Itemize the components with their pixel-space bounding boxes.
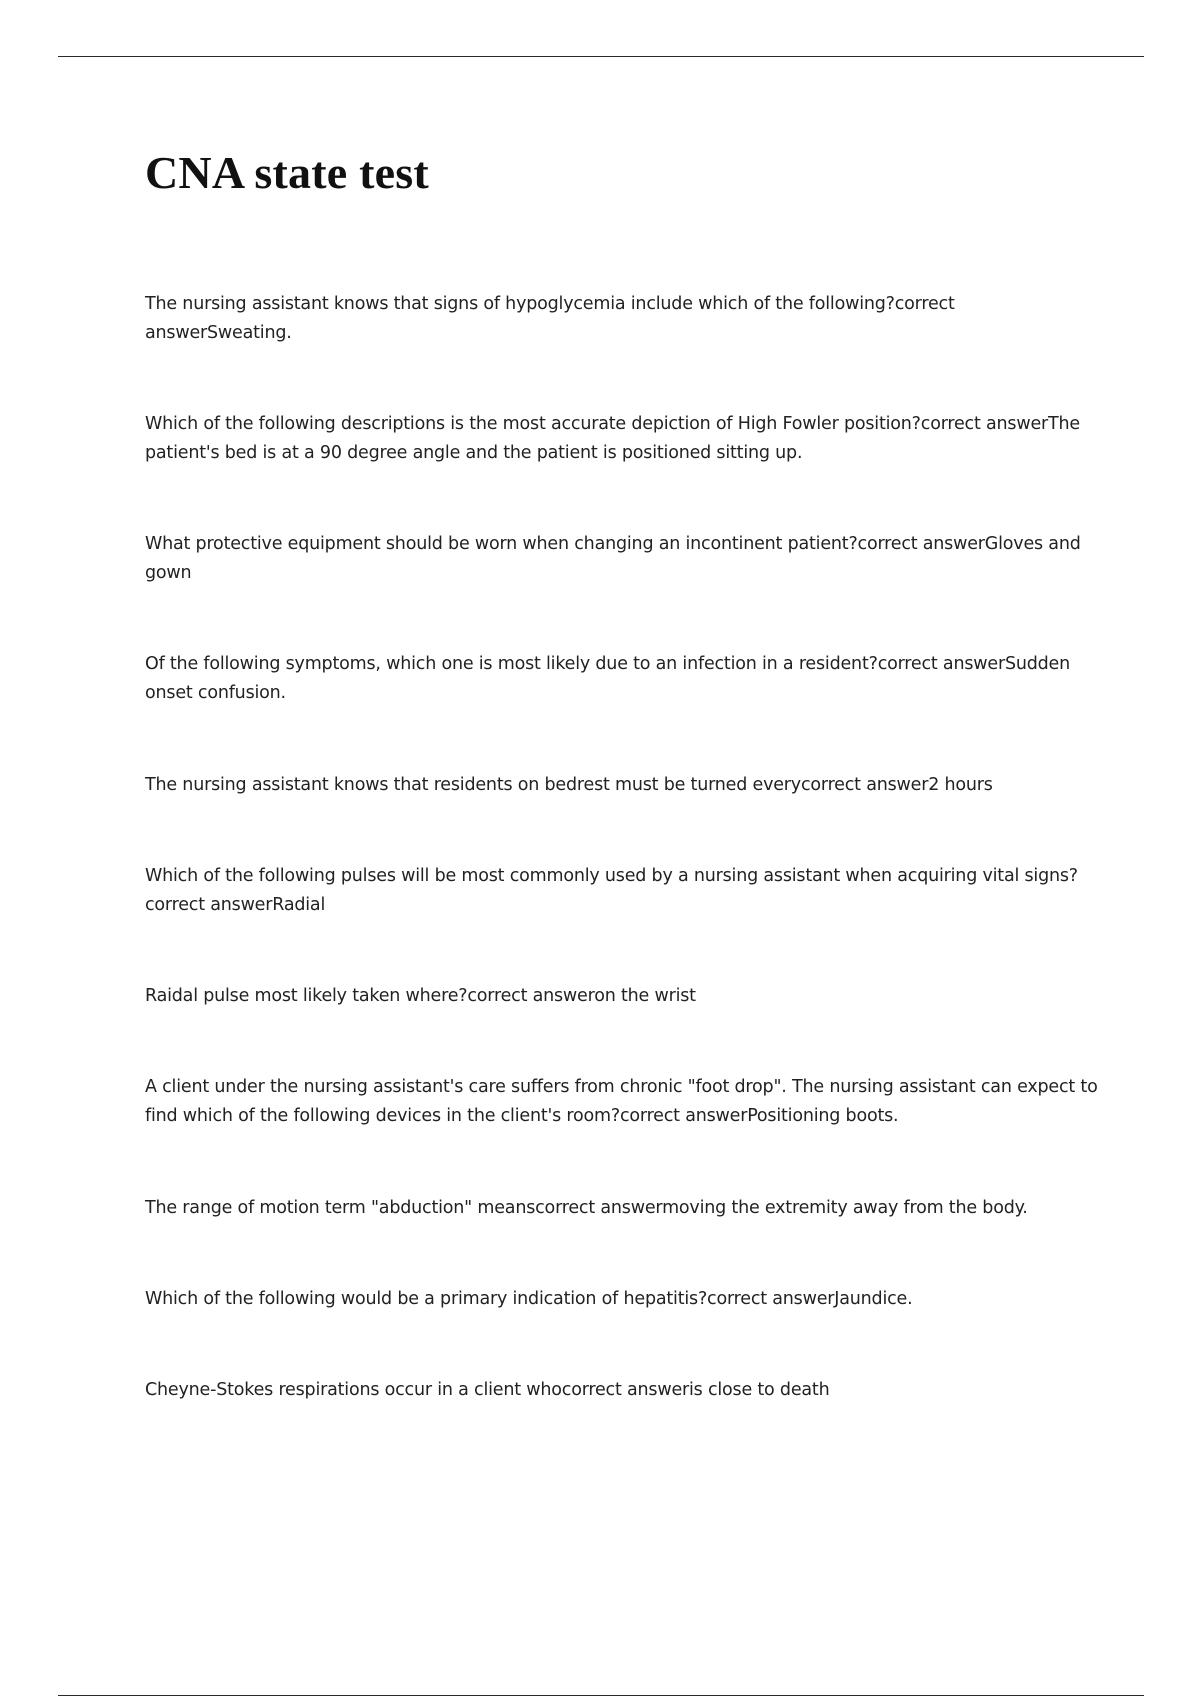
qa-item: Of the following symptoms, which one is most likely due to an infection in a resident?correct answerSudden onset confusion. bbox=[145, 654, 1071, 703]
qa-item: Cheyne-Stokes respirations occur in a client whocorrect answeris close to death bbox=[145, 1380, 830, 1400]
qa-item: The nursing assistant knows that signs of hypoglycemia include which of the following?correct answerSweating. bbox=[145, 294, 955, 343]
qa-item: Which of the following would be a primary indication of hepatitis?correct answerJaundice. bbox=[145, 1289, 913, 1309]
qa-item: The range of motion term "abduction" meanscorrect answermoving the extremity away from the body. bbox=[145, 1198, 1028, 1218]
bottom-rule bbox=[58, 1695, 1144, 1696]
qa-item: What protective equipment should be worn when changing an incontinent patient?correct answerGloves and gown bbox=[145, 534, 1081, 583]
qa-item: The nursing assistant knows that residents on bedrest must be turned everycorrect answer2 hours bbox=[145, 775, 993, 795]
top-rule bbox=[58, 56, 1144, 57]
qa-item: Raidal pulse most likely taken where?correct answeron the wrist bbox=[145, 986, 696, 1006]
qa-item: Which of the following pulses will be most commonly used by a nursing assistant when acquiring vital signs?correct answerRadial bbox=[145, 866, 1078, 915]
page-title: CNA state test bbox=[145, 147, 429, 198]
qa-item: A client under the nursing assistant's care suffers from chronic "foot drop". The nursing assistant can expect to find which of the following devices in the client's room?correct answerPositioning boots. bbox=[145, 1077, 1098, 1126]
qa-item: Which of the following descriptions is the most accurate depiction of High Fowler position?correct answerThe patient's bed is at a 90 degree angle and the patient is positioned sitting up. bbox=[145, 414, 1080, 463]
